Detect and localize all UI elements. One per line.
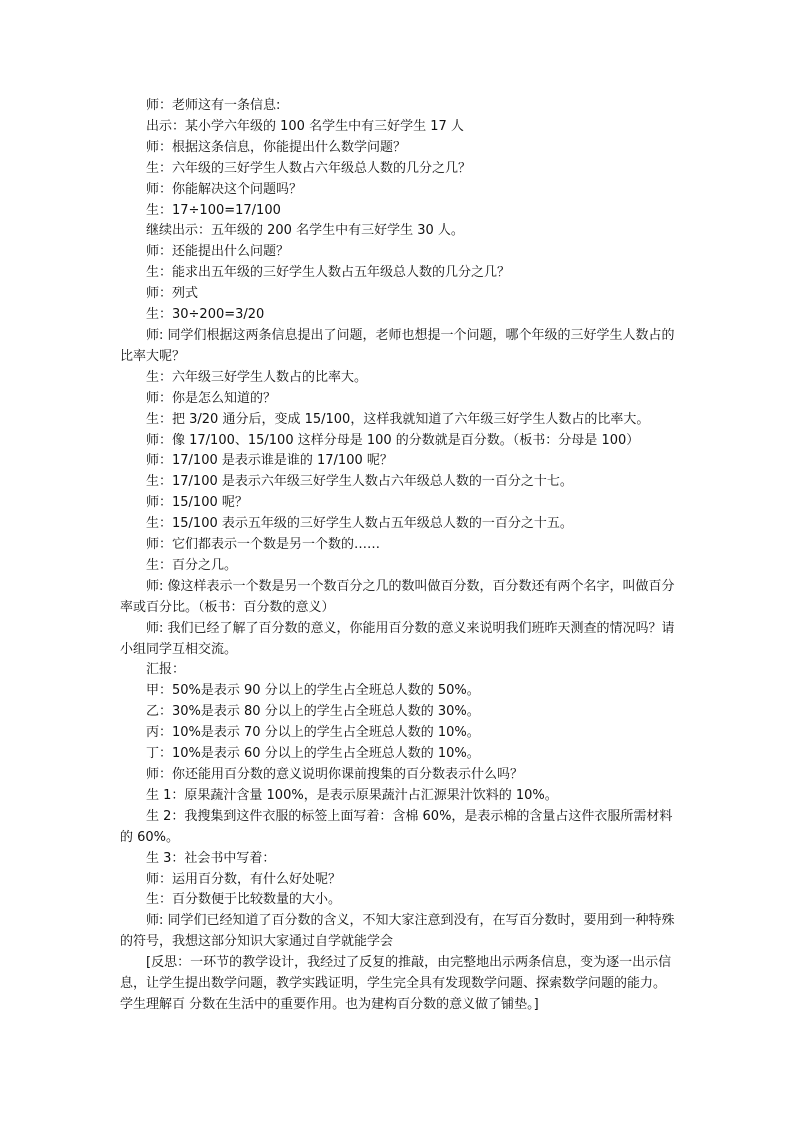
dialogue-line: 汇报：	[146, 662, 186, 678]
dialogue-line: 乙：30%是表示 80 分以上的学生占全班总人数的 30%。	[146, 704, 480, 720]
dialogue-line: 师：列式	[146, 286, 199, 302]
document-body	[120, 96, 676, 1016]
dialogue-line: 师: 像这样表示一个数是另一个数百分之几的数叫做百分数，百分数还有两个名字，叫做百分率或百分比。（板书：百分数的意义）	[120, 578, 675, 615]
dialogue-line: 师：像 17/100、15/100 这样分母是 100 的分数就是百分数。（板书：分母是 100）	[146, 432, 640, 448]
dialogue-line: 生：17/100 是表示六年级三好学生人数占六年级总人数的一百分之十七。	[146, 474, 573, 490]
reflection-paragraph: [反思：一环节的教学设计，我经过了反复的推敲，由完整地出示两条信息，变为逐一出示信息，让学生提出数学问题，教学实践证明，学生完全具有发现数学问题、探索数学问题的能力。学生理解百 分数在生活中的重要作用。也为建构百分数的意义做了铺垫。]	[120, 955, 672, 1012]
dialogue-line: 师：你是怎么知道的？	[146, 390, 277, 406]
dialogue-line: 师：15/100 呢？	[146, 495, 248, 511]
dialogue-line: 生：六年级三好学生人数占的比率大。	[146, 369, 368, 385]
dialogue-line: 师：17/100 是表示谁是谁的 17/100 呢？	[146, 453, 393, 469]
dialogue-line: 生：把 3/20 通分后，变成 15/100，这样我就知道了六年级三好学生人数占的比率大。	[146, 411, 650, 427]
dialogue-line: 生：15/100 表示五年级的三好学生人数占五年级总人数的一百分之十五。	[146, 516, 573, 532]
dialogue-line: 出示：某小学六年级的 100 名学生中有三好学生 17 人	[146, 118, 464, 134]
dialogue-line: 生：17÷100=17/100	[146, 202, 281, 218]
dialogue-line: 生：能求出五年级的三好学生人数占五年级总人数的几分之几？	[146, 265, 511, 281]
dialogue-line: 丁：10%是表示 60 分以上的学生占全班总人数的 10%。	[146, 746, 480, 762]
dialogue-line: 师：它们都表示一个数是另一个数的……	[146, 537, 381, 553]
dialogue-line: 师：根据这条信息，你能提出什么数学问题？	[146, 139, 407, 155]
dialogue-line: 生：百分数便于比较数量的大小。	[146, 892, 342, 908]
dialogue-line: 师：还能提出什么问题？	[146, 244, 290, 260]
dialogue-line: 生：百分之几。	[146, 557, 238, 573]
dialogue-line: 师: 同学们已经知道了百分数的含义，不知大家注意到没有，在写百分数时，要用到一种特殊的符号，我想这部分知识大家通过自学就能学会	[120, 913, 675, 950]
dialogue-line: 师: 同学们根据这两条信息提出了问题，老师也想提一个问题，哪个年级的三好学生人数占的比率大呢？	[120, 327, 675, 364]
dialogue-line: 继续出示：五年级的 200 名学生中有三好学生 30 人。	[146, 223, 464, 239]
dialogue-line: 丙：10%是表示 70 分以上的学生占全班总人数的 10%。	[146, 725, 480, 741]
dialogue-line: 师: 我们已经了解了百分数的意义，你能用百分数的意义来说明我们班昨天测查的情况吗？请小组同学互相交流。	[120, 620, 675, 657]
dialogue-line: 生：六年级的三好学生人数占六年级总人数的几分之几？	[146, 160, 472, 176]
dialogue-line: 生 3：社会书中写着：	[146, 850, 276, 866]
dialogue-line: 师：老师这有一条信息:	[146, 98, 281, 113]
dialogue-line: 生 2：我搜集到这件衣服的标签上面写着：含棉 60%，是表示棉的含量占这件衣服所需材料的 60%。	[120, 808, 673, 845]
dialogue-line: 师：你还能用百分数的意义说明你课前搜集的百分数表示什么吗？	[146, 767, 524, 782]
dialogue-line: 生 1：原果蔬汁含量 100%，是表示原果蔬汁占汇源果汁饮料的 10%。	[146, 787, 558, 803]
dialogue-line: 师：你能解决这个问题吗？	[146, 181, 303, 197]
dialogue-line: 生：30÷200=3/20	[146, 307, 265, 323]
dialogue-line: 甲：50%是表示 90 分以上的学生占全班总人数的 50%。	[146, 683, 480, 699]
dialogue-line: 师：运用百分数，有什么好处呢？	[146, 871, 342, 887]
